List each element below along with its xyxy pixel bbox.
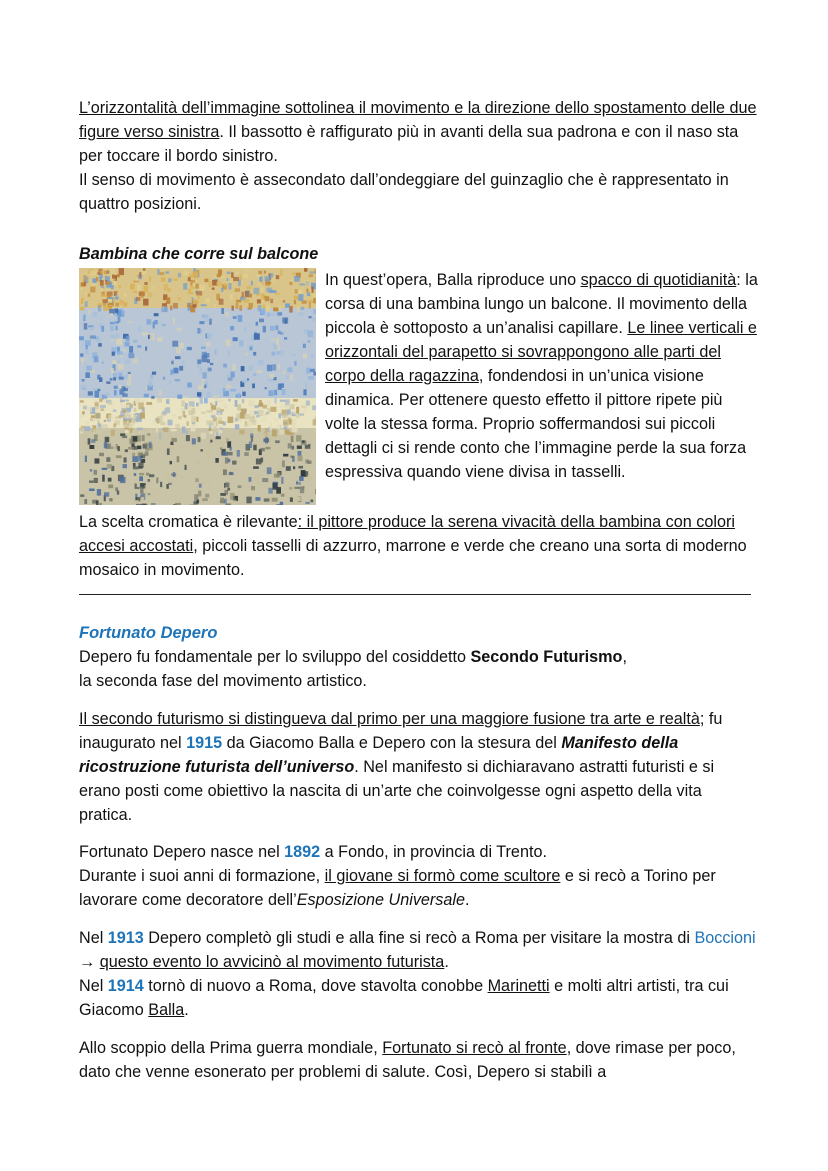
manifesto-title: Manifesto della ricostruzione futurista dell’universo: [79, 734, 679, 776]
p5-period: .: [184, 1001, 189, 1019]
p5-text-3: e molti altri artisti, tra cui Giacomo: [79, 977, 729, 1019]
p5-text-1: Nel: [79, 977, 108, 995]
p1-bold: Secondo Futurismo: [470, 648, 623, 666]
cromatica-text-1: La scelta cromatica è rilevante: [79, 513, 298, 531]
year-1892: 1892: [284, 843, 321, 861]
esposizione-universale: Esposizione Universale: [296, 891, 466, 909]
cromatica-paragraph: [79, 510, 759, 582]
depero-paragraph-1: [79, 645, 759, 693]
intro-sentence-2: . Il bassotto è raffigurato più in avanti della sua padrona e con il naso sta per toccare il bordo sinistro.: [79, 123, 739, 165]
bambina-text-3: , fondendosi in un’unica visione dinamica. Per ottenere questo effetto il pittore ripete più volte la stessa forma. Proprio soffermandosi sui piccoli dettagli ci si rende conto che l’immagine perde la sua forza espressiva quando viene divisa in tasselli.: [325, 367, 747, 481]
bambina-underline-2: Le linee verticali e orizzontali del parapetto si sovrappongono alle parti del corpo della ragazzina: [325, 319, 757, 385]
p1-line-2: la seconda fase del movimento artistico.: [79, 672, 367, 690]
painting-image: [79, 268, 316, 505]
marinetti-name: Marinetti: [487, 977, 550, 995]
depero-paragraph-4: [79, 926, 759, 1022]
p3-text-3: Durante i suoi anni di formazione,: [79, 867, 325, 885]
p4-text-2: Depero completò gli studi e alla fine si recò a Roma per visitare la mostra di: [143, 929, 695, 947]
bambina-title: Bambina che corre sul balcone: [79, 245, 319, 263]
cromatica-text: [79, 510, 759, 582]
p3-text-4: e si recò a Torino per lavorare come decoratore dell’: [79, 867, 716, 909]
bambina-text-1: In quest’opera, Balla riproduce uno: [325, 271, 581, 289]
p5-text-2: tornò di nuovo a Roma, dove stavolta conobbe: [143, 977, 488, 995]
boccioni-link[interactable]: Boccioni: [694, 929, 756, 947]
balla-name: Balla: [148, 1001, 185, 1019]
cromatica-text-2: , piccoli tasselli di azzurro, marrone e verde che creano una sorta di moderno mosaico in movimento.: [79, 537, 747, 579]
depero-paragraph-6: [79, 1036, 759, 1084]
p3-text-2: a Fondo, in provincia di Trento.: [320, 843, 547, 861]
p3-text-1: Fortunato Depero nasce nel: [79, 843, 285, 861]
p3-underline: il giovane si formò come scultore: [324, 867, 561, 885]
p2-text-3: . Nel manifesto si dichiaravano astratti futuristi e si erano posti come obiettivo la nascita di un’arte che coinvolgesse ogni aspetto della vita pratica.: [79, 758, 715, 824]
bambina-text-2: : la corsa di una bambina lungo un balcone. Il movimento della piccola è sottoposto a un’analisi capillare.: [325, 271, 758, 337]
bambina-text: [325, 268, 760, 484]
bambina-description: [325, 268, 760, 484]
p4-text-1: Nel: [79, 929, 108, 947]
bambina-underline-1: spacco di quotidianità: [580, 271, 737, 289]
year-1914: 1914: [107, 977, 144, 995]
intro-sentence-3: Il senso di movimento è assecondato dall’ondeggiare del guinzaglio che è rappresentato in quattro posizioni.: [79, 171, 729, 213]
p1-comma: ,: [622, 648, 627, 666]
depero-paragraph-2: [79, 707, 759, 827]
year-1915: 1915: [186, 734, 223, 752]
intro-text: [79, 96, 759, 216]
p2-text-2: da Giacomo Balla e Depero con la stesura del: [222, 734, 562, 752]
p3-period: .: [465, 891, 470, 909]
p6-text-1: Allo scoppio della Prima guerra mondiale,: [79, 1039, 383, 1057]
arrow-icon: →: [79, 953, 100, 971]
p2-text-1: ; fu inaugurato nel: [79, 710, 723, 752]
depero-paragraph-3: [79, 840, 759, 912]
section-divider: [79, 594, 751, 595]
p2-underline: Il secondo futurismo si distingueva dal primo per una maggiore fusione tra arte e realtà: [79, 710, 700, 728]
p4-underline: questo evento lo avvicinò al movimento futurista: [99, 953, 445, 971]
depero-heading: [79, 621, 759, 645]
depero-title: Fortunato Depero: [79, 624, 218, 642]
p6-underline: Fortunato si recò al fronte: [382, 1039, 567, 1057]
bambina-heading: [79, 242, 759, 266]
intro-underlined: L’orizzontalità dell’immagine sottolinea il movimento e la direzione dello spostamento delle due figure verso sinistra: [79, 99, 757, 141]
intro-paragraph: [79, 96, 759, 216]
p1-text: Depero fu fondamentale per lo sviluppo del cosiddetto: [79, 648, 471, 666]
p6-text-2: , dove rimase per poco, dato che venne esonerato per problemi di salute. Così, Depero si stabilì a: [79, 1039, 736, 1081]
year-1913: 1913: [107, 929, 144, 947]
cromatica-underline: : il pittore produce la serena vivacità della bambina con colori accesi accostati: [79, 513, 735, 555]
p4-period: .: [444, 953, 449, 971]
